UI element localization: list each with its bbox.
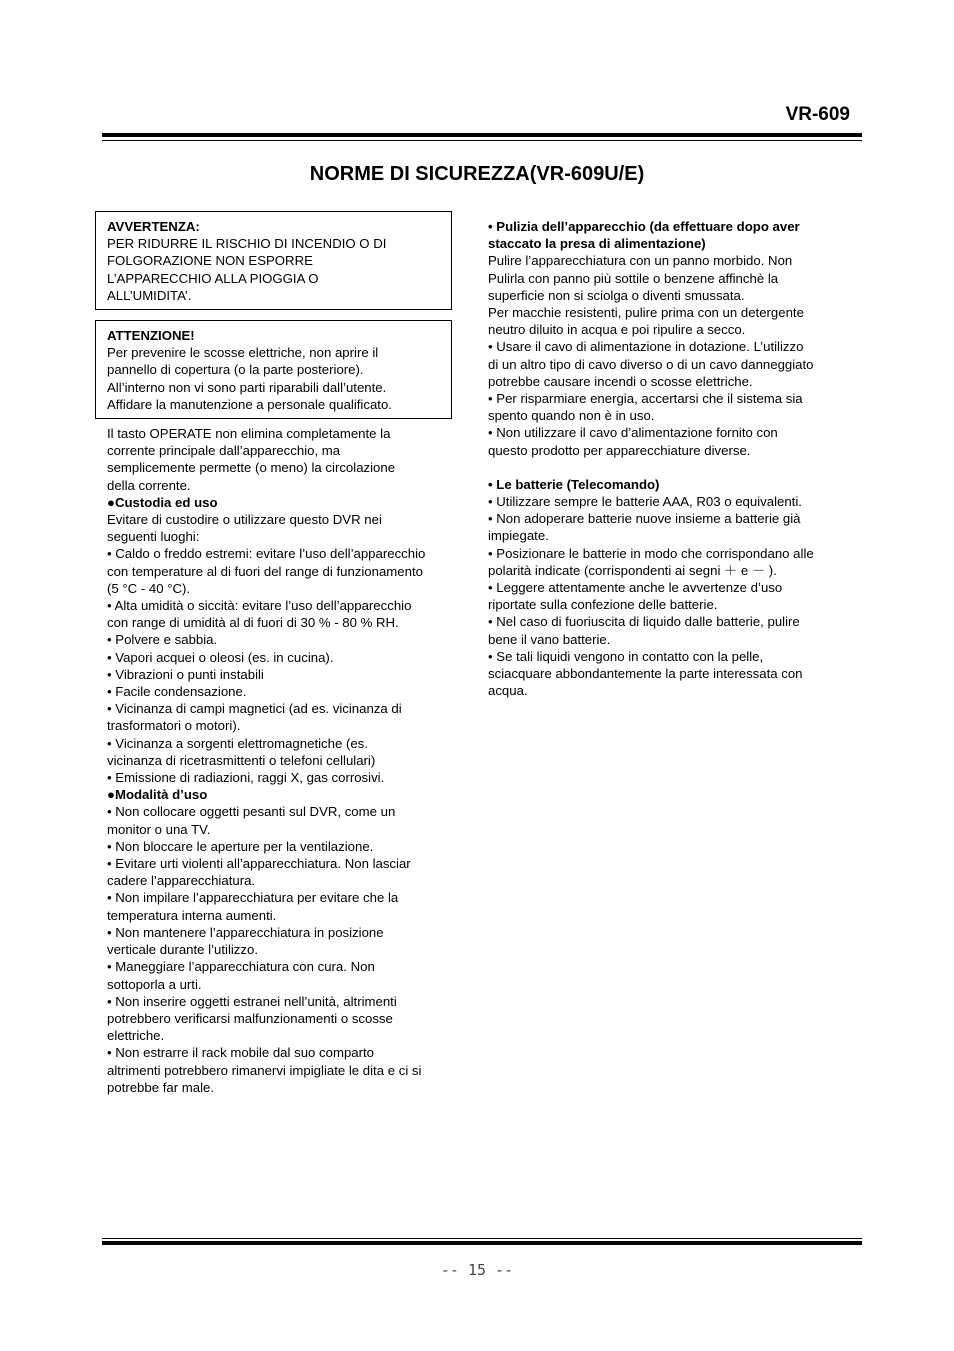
text-line: • Vicinanza a sorgenti elettromagnetiche (es. — [107, 735, 368, 751]
text-line: • Non adoperare batterie nuove insieme a batterie già — [488, 511, 801, 527]
text-line: Pulirla con panno più sottile o benzene affinchè la — [488, 270, 779, 286]
text-line: Il tasto OPERATE non elimina completamente la — [107, 426, 391, 441]
text-line: verticale durante l’utilizzo. — [107, 942, 258, 958]
text-line: vicinanza di ricetrasmittenti o telefoni cellulari) — [107, 752, 376, 768]
text-line: superficie non si sciolga o diventi smussata. — [488, 287, 745, 303]
text-line: • Vicinanza di campi magnetici (ad es. vicinanza di — [107, 701, 402, 717]
text-line: • Non inserire oggetti estranei nell’unità, altrimenti — [107, 993, 397, 1009]
paragraph-gap — [488, 459, 850, 476]
text-line: • Non mantenere l’apparecchiatura in posizione — [107, 924, 384, 940]
text-line: • Per risparmiare energia, accertarsi che il sistema sia — [488, 391, 803, 407]
footer-rule-thin — [102, 1238, 862, 1239]
text-line: • Non utilizzare il cavo d’alimentazione fornito con — [488, 425, 778, 441]
section-heading: ●Modalità d’uso — [107, 787, 208, 803]
text-line: riportate sulla confezione delle batterie. — [488, 597, 718, 613]
text-line: • Se tali liquidi vengono in contatto con la pelle, — [488, 648, 764, 664]
warning-line: PER RIDURRE IL RISCHIO DI INCENDIO O DI — [107, 236, 387, 252]
text-line: Evitare di custodire o utilizzare questo DVR nei — [107, 512, 382, 528]
model-label: VR-609 — [785, 104, 850, 125]
text-line: acqua. — [488, 683, 528, 699]
text-line: seguenti luoghi: — [107, 529, 200, 545]
text-line: • Leggere attentamente anche le avvertenze d’uso — [488, 580, 783, 596]
text-line: • Alta umidità o siccità: evitare l’uso dell’apparecchio — [107, 598, 412, 614]
text-line: temperatura interna aumenti. — [107, 907, 277, 923]
right-column — [488, 218, 850, 699]
text-line: • Evitare urti violenti all’apparecchiatura. Non lasciar — [107, 856, 411, 872]
text-line: con range di umidità al di fuori di 30 % - 80 % RH. — [107, 615, 399, 631]
text-line: • Utilizzare sempre le batterie AAA, R03 o equivalenti. — [488, 494, 802, 510]
caution-line: pannello di copertura (o la parte posteriore). — [107, 362, 364, 378]
text-line: spento quando non è in uso. — [488, 408, 655, 424]
text-line: • Non estrarre il rack mobile dal suo comparto — [107, 1045, 375, 1061]
text-line: questo prodotto per apparecchiature diverse. — [488, 442, 751, 458]
text-line: • Posizionare le batterie in modo che corrispondano alle — [488, 545, 814, 561]
caution-box — [95, 320, 452, 419]
section-heading: staccato la presa di alimentazione) — [488, 236, 706, 252]
text-line: di un altro tipo di cavo diverso o di un cavo danneggiato — [488, 356, 814, 372]
text-line: Per macchie resistenti, pulire prima con un detergente — [488, 305, 804, 321]
text-line: sciacquare abbondantemente la parte interessata con — [488, 666, 803, 682]
text-line: altrimenti potrebbero rimanervi impigliate le dita e ci si — [107, 1062, 422, 1078]
text-line: • Caldo o freddo estremi: evitare l’uso dell’apparecchio — [107, 546, 426, 562]
caution-line: Affidare la manutenzione a personale qualificato. — [107, 396, 392, 412]
text-line: • Usare il cavo di alimentazione in dotazione. L’utilizzo — [488, 339, 804, 355]
text-line: della corrente. — [107, 477, 191, 493]
page-number: -- 15 -- — [440, 1261, 514, 1279]
text-line: • Facile condensazione. — [107, 684, 247, 700]
header-rule-thick — [102, 133, 862, 137]
warning-line: FOLGORAZIONE NON ESPORRE — [107, 253, 313, 269]
text-line: • Vapori acquei o oleosi (es. in cucina). — [107, 649, 334, 665]
text-line: • Maneggiare l’apparecchiatura con cura. Non — [107, 959, 375, 975]
section-heading: ●Custodia ed uso — [107, 494, 218, 510]
text-line: • Emissione di radiazioni, raggi X, gas corrosivi. — [107, 770, 385, 786]
caution-line: Per prevenire le scosse elettriche, non aprire il — [107, 345, 379, 361]
text-line: • Non collocare oggetti pesanti sul DVR, come un — [107, 804, 396, 820]
warning-heading: AVVERTENZA: — [107, 219, 200, 234]
text-line: • Nel caso di fuoriuscita di liquido dalle batterie, pulire — [488, 614, 800, 630]
text-line: potrebbe far male. — [107, 1079, 215, 1095]
caution-line: All’interno non vi sono parti riparabili dall’utente. — [107, 379, 387, 395]
footer-rule-thick — [102, 1241, 862, 1245]
text-line: elettriche. — [107, 1028, 165, 1044]
text-line: (5 °C - 40 °C). — [107, 580, 191, 596]
text-line: bene il vano batterie. — [488, 631, 611, 647]
text-line: corrente principale dall’apparecchio, ma — [107, 443, 341, 459]
text-line: • Non bloccare le aperture per la ventilazione. — [107, 838, 374, 854]
left-column — [107, 425, 457, 1096]
text-line: polarità indicate (corrispondenti ai segni ＋ e － ). — [488, 562, 777, 578]
text-line: potrebbero verificarsi malfunzionamenti o scosse — [107, 1010, 393, 1026]
section-heading: • Le batterie (Telecomando) — [488, 476, 660, 492]
caution-heading: ATTENZIONE! — [107, 328, 195, 343]
text-line: potrebbe causare incendi o scosse elettriche. — [488, 373, 753, 389]
warning-box — [95, 211, 452, 310]
text-line: trasformatori o motori). — [107, 718, 241, 734]
text-line: impiegate. — [488, 528, 549, 544]
text-line: • Vibrazioni o punti instabili — [107, 666, 264, 682]
section-heading: • Pulizia dell’apparecchio (da effettuare dopo aver — [488, 219, 800, 234]
page-title: NORME DI SICUREZZA(VR-609U/E) — [309, 163, 645, 185]
text-line: neutro diluito in acqua e poi ripulire a secco. — [488, 322, 746, 338]
text-line: • Polvere e sabbia. — [107, 632, 218, 648]
header-rule-thin — [102, 140, 862, 141]
text-line: • Non impilare l’apparecchiatura per evitare che la — [107, 890, 399, 906]
text-line: sottoporla a urti. — [107, 976, 202, 992]
text-line: con temperature al di fuori del range di funzionamento — [107, 563, 423, 579]
text-line: Pulire l’apparecchiatura con un panno morbido. Non — [488, 253, 793, 269]
text-line: monitor o una TV. — [107, 821, 211, 837]
text-line: cadere l’apparecchiatura. — [107, 873, 256, 889]
warning-line: ALL’UMIDITA’. — [107, 287, 192, 303]
warning-line: L’APPARECCHIO ALLA PIOGGIA O — [107, 270, 319, 286]
text-line: semplicemente permette (o meno) la circolazione — [107, 460, 396, 476]
